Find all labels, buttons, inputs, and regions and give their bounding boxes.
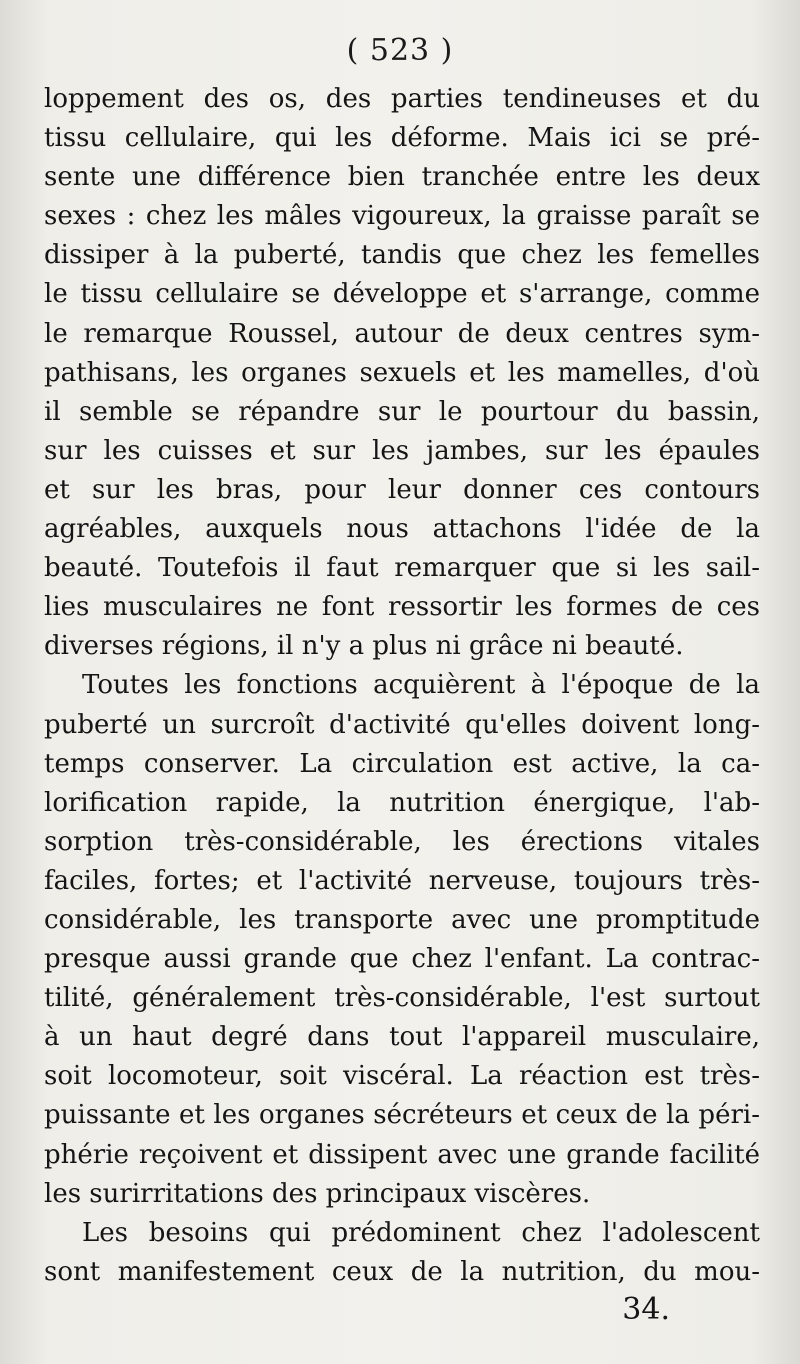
- text-line: les surirritations des principaux viscères.: [44, 1178, 591, 1209]
- text-line: soit locomoteur, soit viscéral. La réaction est très-: [44, 1061, 760, 1092]
- text-line: considérable, les transporte avec une promptitude: [44, 904, 760, 935]
- body-text: [44, 80, 760, 1292]
- text-line: Les besoins qui prédominent chez l'adolescent: [82, 1217, 760, 1248]
- text-line: à un haut degré dans tout l'appareil musculaire,: [44, 1022, 760, 1053]
- text-line: diverses régions, il n'y a plus ni grâce ni beauté.: [44, 631, 684, 662]
- text-line: pathisans, les organes sexuels et les mamelles, d'où: [44, 357, 760, 388]
- text-line: sorption très-considérable, les érections vitales: [44, 826, 760, 857]
- text-line: presque aussi grande que chez l'enfant. La contrac-: [44, 944, 760, 975]
- text-line: le tissu cellulaire se développe et s'arrange, comme: [44, 279, 760, 310]
- text-line: beauté. Toutefois il faut remarquer que si les sail-: [44, 553, 760, 584]
- text-line: sont manifestement ceux de la nutrition, du mou-: [44, 1256, 760, 1287]
- text-line: le remarque Roussel, autour de deux centres sym-: [44, 318, 760, 349]
- text-line: faciles, fortes; et l'activité nerveuse, toujours très-: [44, 865, 760, 896]
- text-line: puissante et les organes sécréteurs et ceux de la péri-: [44, 1100, 760, 1131]
- text-line: sexes : chez les mâles vigoureux, la graisse paraît se: [44, 201, 760, 232]
- text-line: sente une différence bien tranchée entre les deux: [44, 162, 760, 193]
- text-line: dissiper à la puberté, tandis que chez les femelles: [44, 240, 760, 271]
- signature-mark: 34.: [622, 1292, 670, 1327]
- text-line: tissu cellulaire, qui les déforme. Mais ici se pré-: [44, 123, 760, 154]
- text-line: sur les cuisses et sur les jambes, sur les épaules: [44, 435, 760, 466]
- text-line: loppement des os, des parties tendineuses et du: [44, 84, 760, 114]
- text-line: lies musculaires ne font ressortir les formes de ces: [44, 592, 760, 623]
- text-line: et sur les bras, pour leur donner ces contours: [44, 474, 760, 505]
- text-line: agréables, auxquels nous attachons l'idée de la: [44, 514, 760, 545]
- text-line: puberté un surcroît d'activité qu'elles doivent long-: [44, 709, 760, 740]
- page-number: ( 523 ): [346, 33, 454, 68]
- text-line: tilité, généralement très-considérable, l'est surtout: [44, 983, 760, 1014]
- text-line: il semble se répandre sur le pourtour du bassin,: [44, 396, 760, 427]
- text-line: phérie reçoivent et dissipent avec une grande facilité: [44, 1139, 760, 1170]
- text-line: lorification rapide, la nutrition énergique, l'ab-: [44, 787, 760, 818]
- text-line: temps conserver. La circulation est active, la ca-: [44, 748, 760, 779]
- text-line: Toutes les fonctions acquièrent à l'époque de la: [82, 670, 760, 701]
